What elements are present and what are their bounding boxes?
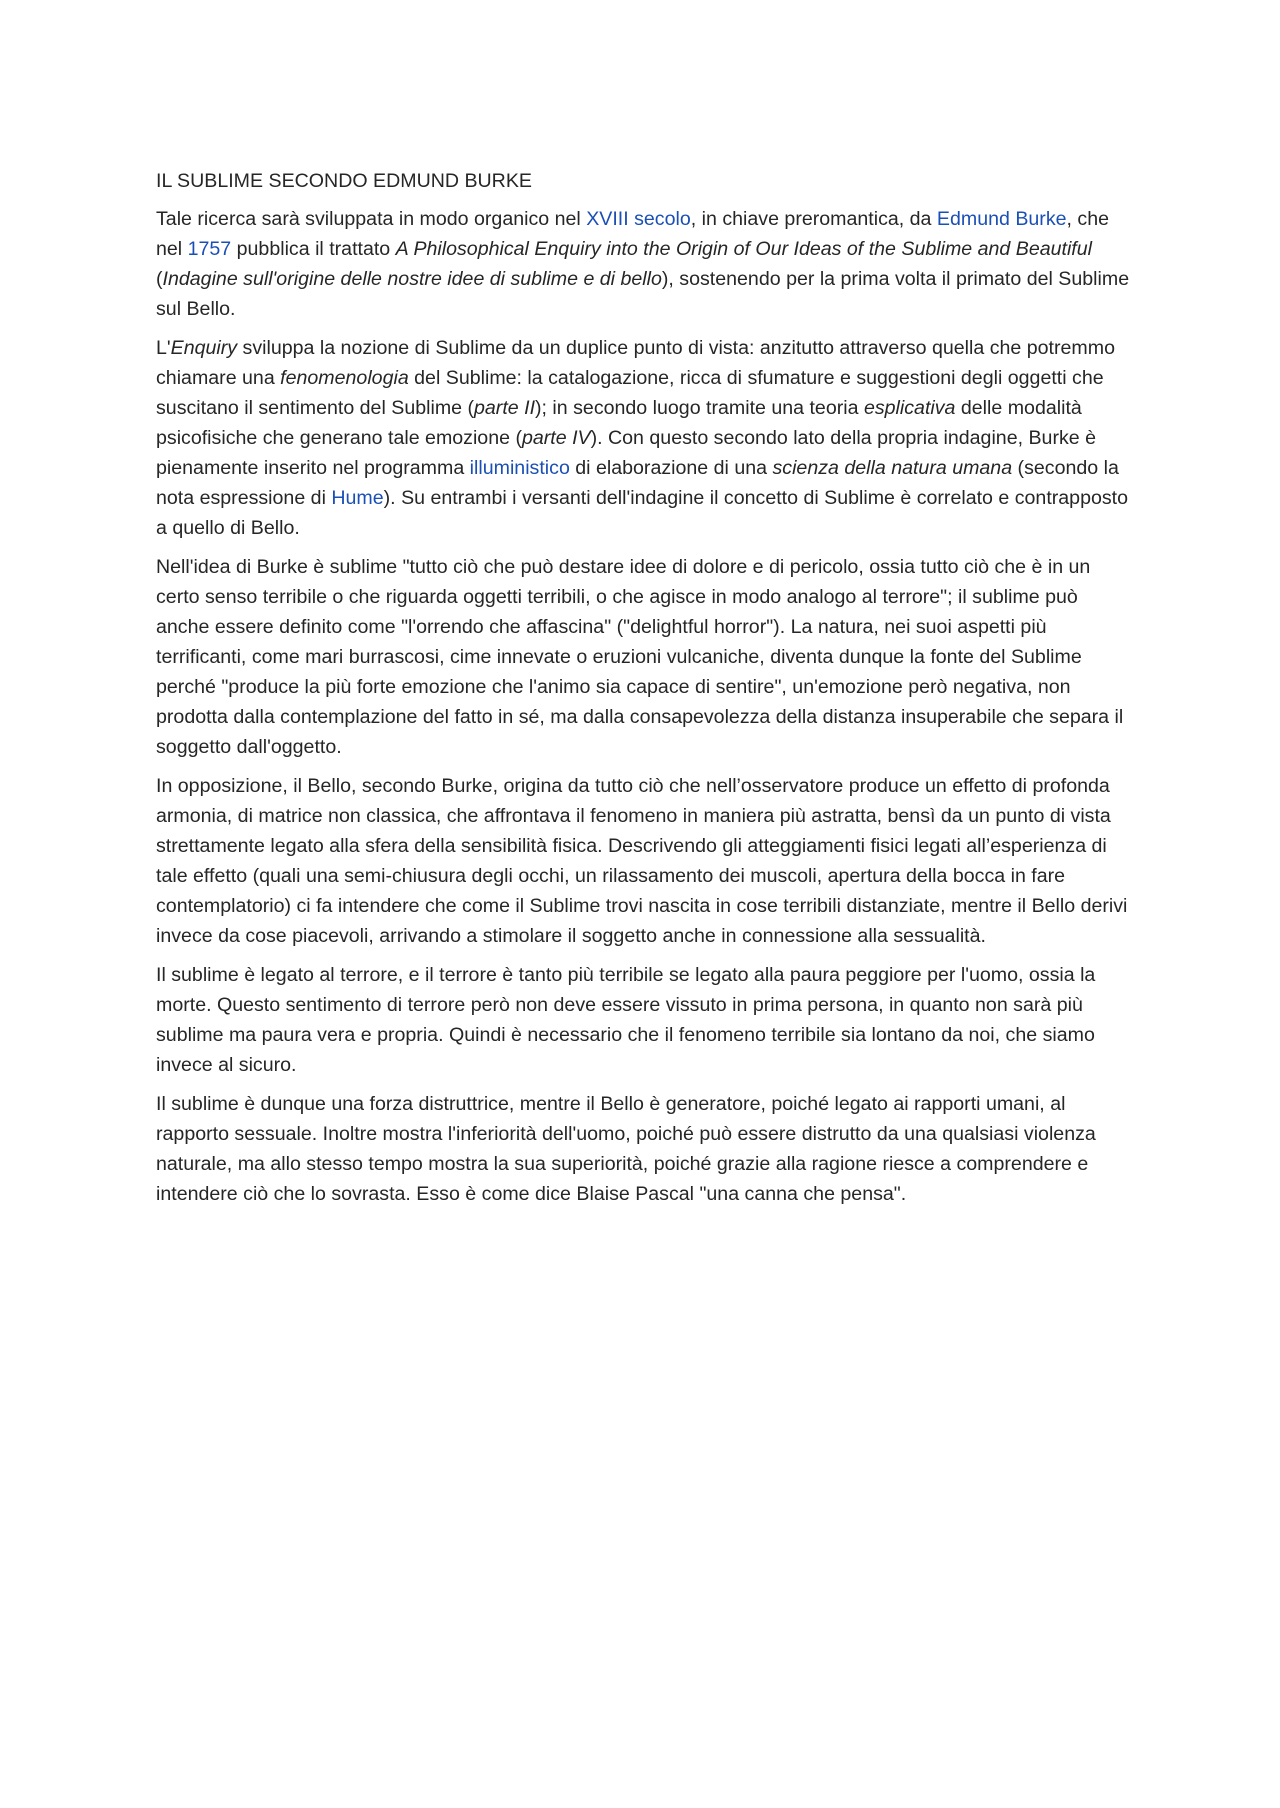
text-run: del Sublime: la catalogazione, ricca di sfumature e suggestioni degli oggetti che suscitano il sentimento del Sublime ( <box>156 367 1104 419</box>
text-run: Il sublime è legato al terrore, e il terrore è tanto più terribile se legato alla paura peggiore per l'uomo, ossia la morte. Questo sentimento di terrore però non deve essere vissuto in prima persona, in quanto non sarà più sublime ma paura vera e propria. Quindi è necessario che il fenomeno terribile sia lontano da noi, che siamo invece al sicuro. <box>156 964 1096 1076</box>
italic-text: fenomenologia <box>280 367 409 389</box>
italic-text: Enquiry <box>170 337 238 359</box>
text-run: delle modalità psicofisiche che generano tale emozione ( <box>156 397 1082 449</box>
italic-text: parte IV <box>521 427 591 449</box>
paragraph <box>156 960 1136 1080</box>
italic-text: A Philosophical Enquiry into the Origin of Our Ideas of the Sublime and Beautiful <box>395 238 1092 260</box>
text-run: Il sublime è dunque una forza distruttrice, mentre il Bello è generatore, poiché legato ai rapporti umani, al rapporto sessuale. Inoltre mostra l'inferiorità dell'uomo, poiché può essere distrutto da una qualsiasi violenza naturale, ma allo stesso tempo mostra la sua superiorità, poiché grazie alla ragione riesce a comprendere e intendere ciò che lo sovrasta. Esso è come dice Blaise Pascal "una canna che pensa". <box>156 1093 1096 1205</box>
text-run: In opposizione, il Bello, secondo Burke, origina da tutto ciò che nell’osservatore produce un effetto di profonda armonia, di matrice non classica, che affrontava il fenomeno in maniera più astratta, bensì da un punto di vista strettamente legato alla sfera della sensibilità fisica. Descrivendo gli atteggiamenti fisici legati all’esperienza di tale effetto (quali una semi-chiusura degli occhi, un rilassamento dei muscoli, apertura della bocca in fare contemplatorio) ci fa intendere che come il Sublime trovi nascita in cose terribili distanziate, mentre il Bello derivi invece da cose piacevoli, arrivando a stimolare il soggetto anche in connessione alla sessualità. <box>156 775 1128 947</box>
inline-link[interactable]: illuministico <box>469 457 570 479</box>
paragraph <box>156 204 1136 324</box>
inline-link[interactable]: XVIII secolo <box>586 208 691 230</box>
italic-text: scienza della natura umana <box>772 457 1013 479</box>
paragraph <box>156 552 1136 762</box>
text-run: ); in secondo luogo tramite una teoria <box>535 397 864 419</box>
text-run: sviluppa la nozione di Sublime da un duplice punto di vista: anzitutto attraverso quella che potremmo chiamare una <box>156 337 1115 389</box>
text-run: pubblica il trattato <box>231 238 396 260</box>
paragraph-list <box>156 204 1136 1209</box>
italic-text: parte II <box>474 397 536 419</box>
paragraph <box>156 771 1136 951</box>
text-run: ( <box>156 268 163 290</box>
inline-link[interactable]: 1757 <box>187 238 232 260</box>
paragraph <box>156 1089 1136 1209</box>
text-run: , in chiave preromantica, da <box>690 208 937 230</box>
document-title: IL SUBLIME SECONDO EDMUND BURKE <box>156 170 532 192</box>
italic-text: esplicativa <box>863 397 956 419</box>
text-run: di elaborazione di una <box>569 457 773 479</box>
text-run: ). Con questo secondo lato della propria indagine, Burke è pienamente inserito nel programma <box>156 427 1097 479</box>
text-run: ), sostenendo per la prima volta il primato del Sublime sul Bello. <box>156 268 1130 320</box>
text-run: L' <box>156 337 171 359</box>
inline-link[interactable]: Hume <box>331 487 384 509</box>
text-run: ). Su entrambi i versanti dell'indagine il concetto di Sublime è correlato e contrapposto a quello di Bello. <box>156 487 1129 539</box>
text-run: Tale ricerca sarà sviluppata in modo organico nel <box>156 208 587 230</box>
paragraph <box>156 333 1136 543</box>
inline-link[interactable]: Edmund Burke <box>936 208 1067 230</box>
text-run: Nell'idea di Burke è sublime "tutto ciò che può destare idee di dolore e di pericolo, ossia tutto ciò che è in un certo senso terribile o che riguarda oggetti terribili, o che agisce in modo analogo al terrore"; il sublime può anche essere definito come "l'orrendo che affascina" ("delightful horror"). La natura, nei suoi aspetti più terrificanti, come mari burrascosi, cime innevate o eruzioni vulcaniche, diventa dunque la fonte del Sublime perché "produce la più forte emozione che l'animo sia capace di sentire", un'emozione però negativa, non prodotta dalla contemplazione del fatto in sé, ma dalla consapevolezza della distanza insuperabile che separa il soggetto dall'oggetto. <box>156 556 1124 758</box>
italic-text: Indagine sull'origine delle nostre idee di sublime e di bello <box>162 268 662 290</box>
text-run: (secondo la nota espressione di <box>156 457 1119 509</box>
document-body <box>156 166 1136 1218</box>
text-run: , che nel <box>156 208 1109 260</box>
